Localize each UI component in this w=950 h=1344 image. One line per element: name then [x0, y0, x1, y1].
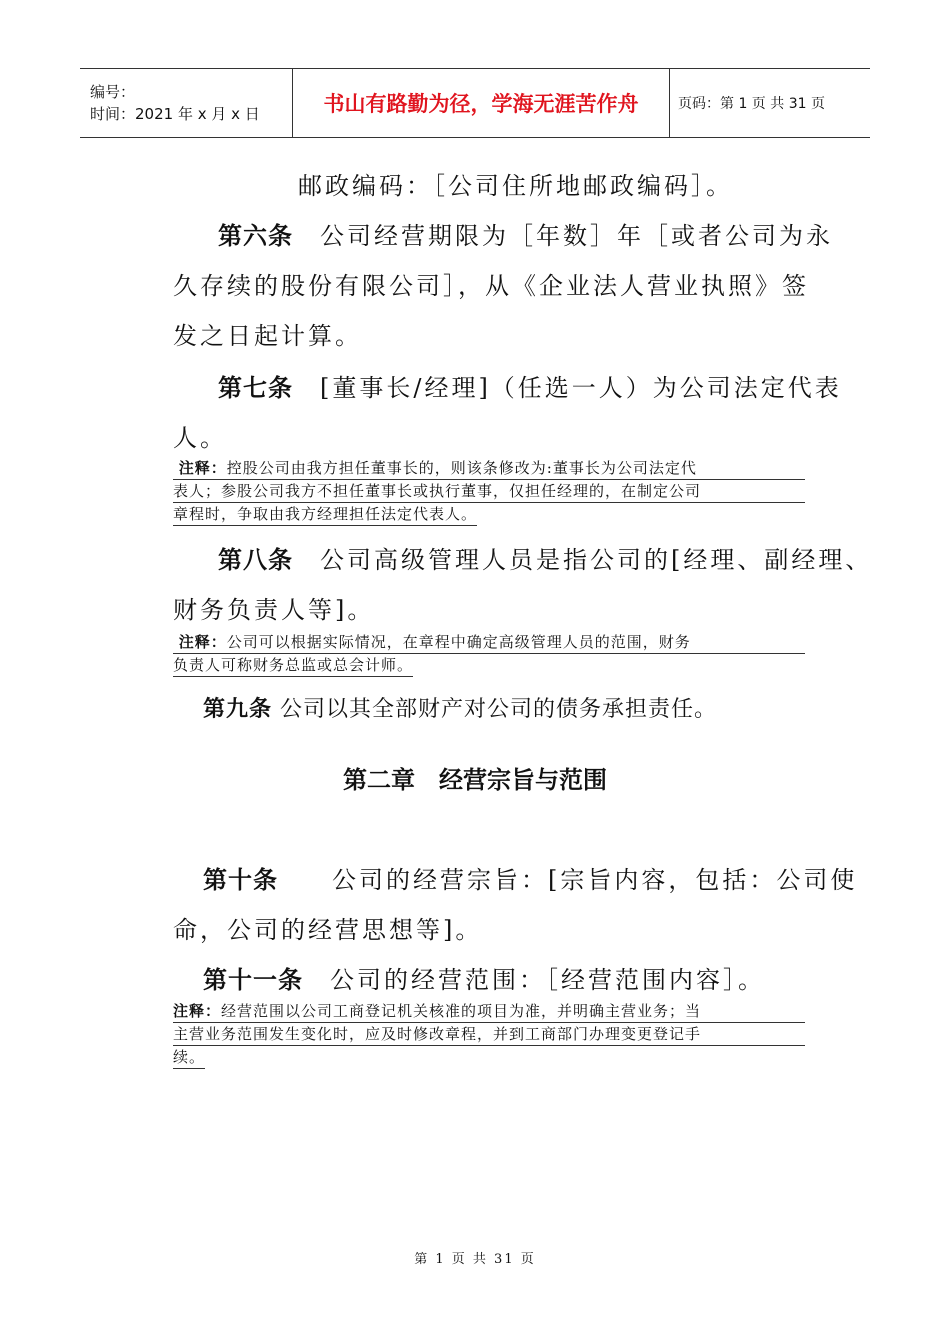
article-7-line-1 [218, 368, 842, 403]
page-footer: 第 1 页 共 31 页 [414, 1252, 536, 1267]
motto-text: 书山有路勤为径，学海无涯苦作舟 [323, 92, 639, 116]
page-header [80, 68, 870, 138]
article-8-line-2: 财务负责人等]。 [173, 596, 375, 624]
note-label: 注释： [178, 633, 227, 651]
note-8-line-1: 注释：公司可以根据实际情况，在章程中确定高级管理人员的范围，财务 [173, 631, 805, 654]
postcode-line: 邮政编码：［公司住所地邮政编码］。 [298, 172, 733, 200]
article-9-title: 第九条 [203, 697, 273, 722]
note-11-line-3: 续。 [173, 1046, 205, 1069]
article-7-line-2: 人。 [173, 424, 227, 452]
note-11-line-2: 主营业务范围发生变化时，应及时修改章程，并到工商部门办理变更登记手 [173, 1023, 805, 1046]
note-article-8 [173, 631, 805, 677]
article-6-line-3: 发之日起计算。 [173, 322, 362, 350]
document-date: 时间：2021 年 x 月 x 日 [90, 105, 260, 123]
header-motto [293, 69, 670, 137]
article-11-line-1 [203, 960, 765, 995]
chapter-title: 第二章 经营宗旨与范围 [343, 766, 607, 794]
article-6-text-1: 公司经营期限为［年数］年［或者公司为永 [320, 222, 833, 250]
note-label: 注释： [178, 459, 227, 477]
article-6-line-2: 久存续的股份有限公司］，从《企业法人营业执照》签 [173, 272, 809, 300]
article-6-line-1 [218, 216, 833, 251]
article-7-text-1: [董事长/经理]（任选一人）为公司法定代表 [320, 374, 842, 402]
article-10-title: 第十条 [203, 866, 278, 894]
note-article-7 [173, 457, 805, 526]
note-7-line-3: 章程时，争取由我方经理担任法定代表人。 [173, 503, 477, 526]
header-meta [80, 69, 293, 137]
article-8-line-1 [218, 540, 872, 575]
document-number: 编号： [90, 83, 136, 101]
note-11-line-1: 注释：经营范围以公司工商登记机关核准的项目为准，并明确主营业务；当 [173, 1000, 805, 1023]
article-11-text-1: 公司的经营范围：［经营范围内容］。 [330, 966, 765, 994]
article-11-title: 第十一条 [203, 966, 303, 994]
article-8-text-1: 公司高级管理人员是指公司的[经理、副经理、 [320, 546, 873, 574]
article-6-title: 第六条 [218, 222, 293, 250]
article-9-line-1 [203, 692, 717, 723]
note-7-line-1: 注释：控股公司由我方担任董事长的，则该条修改为:董事长为公司法定代 [173, 457, 805, 480]
note-article-11 [173, 1000, 805, 1069]
article-7-title: 第七条 [218, 374, 293, 402]
note-7-line-2: 表人；参股公司我方不担任董事长或执行董事，仅担任经理的，在制定公司 [173, 480, 805, 503]
article-9-text-1: 公司以其全部财产对公司的债务承担责任。 [280, 697, 718, 722]
note-8-line-2: 负责人可称财务总监或总会计师。 [173, 654, 413, 677]
article-8-title: 第八条 [218, 546, 293, 574]
article-10-line-1 [203, 860, 857, 895]
header-page-info: 页码：第 1 页 共 31 页 [678, 96, 825, 112]
article-10-line-2: 命，公司的经营思想等]。 [173, 916, 483, 944]
article-10-text-1: 公司的经营宗旨：[宗旨内容，包括：公司使 [332, 866, 858, 894]
note-label: 注释： [173, 1002, 222, 1020]
